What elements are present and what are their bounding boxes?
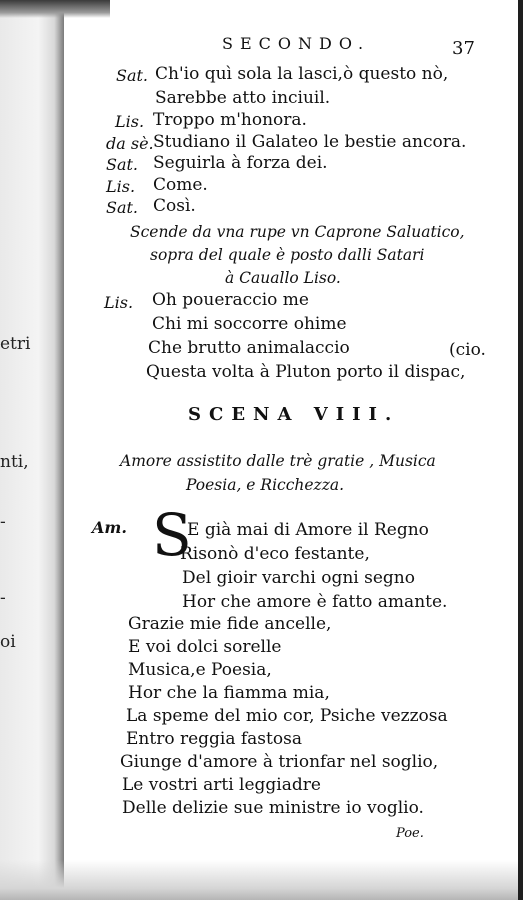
facing-page-fragment: etri (0, 334, 31, 354)
verse-line: Come. (153, 175, 208, 195)
verse-line: La speme del mio cor, Psiche vezzosa (126, 706, 448, 726)
speaker-label: Lis. (106, 177, 136, 196)
page-gutter (0, 0, 64, 900)
scan-shadow-bottom (0, 860, 523, 900)
verse-line: E voi dolci sorelle (128, 637, 282, 657)
facing-page-fragment: nti, (0, 452, 29, 472)
verse-line: Musica,e Poesia, (128, 660, 272, 680)
verse-line: Hor che la fiamma mia, (128, 683, 330, 703)
stage-direction-line: sopra del quale è posto dalli Satari (150, 246, 425, 264)
aside-label: da sè. (106, 134, 154, 153)
scene-heading: SCENA VIII. (188, 404, 400, 425)
stage-direction-line: à Cauallo Liso. (225, 269, 341, 287)
stage-direction-line: Scende da vna rupe vn Caprone Saluatico, (130, 223, 465, 241)
facing-page-fragment: - (0, 588, 6, 608)
verse-line: Sarebbe atto inciuil. (155, 88, 331, 108)
verse-line: Risonò d'eco festante, (180, 544, 370, 564)
verse-line: Così. (153, 196, 196, 216)
speaker-label: Sat. (116, 66, 149, 85)
verse-line: Del gioir varchi ogni segno (182, 568, 415, 588)
verse-line: Che brutto animalaccio (148, 338, 350, 358)
verse-line: Delle delizie sue ministre io voglio. (122, 798, 424, 818)
verse-line: Giunge d'amore à trionfar nel soglio, (120, 752, 439, 772)
verse-line: Seguirla à forza dei. (153, 153, 328, 173)
scene-direction-line: Poesia, e Ricchezza. (186, 476, 345, 494)
verse-line: Entro reggia fastosa (126, 729, 302, 749)
scan-edge-right (518, 0, 523, 900)
speaker-label: Sat. (106, 198, 139, 217)
facing-page-fragment: oi (0, 632, 16, 652)
speaker-label: Sat. (106, 155, 139, 174)
scan-shadow-top (0, 0, 110, 18)
speaker-label: Am. (92, 518, 127, 537)
verse-line: Chi mi soccorre ohime (152, 314, 347, 334)
verse-line: Grazie mie fide ancelle, (128, 614, 332, 634)
verse-line: Le vostri arti leggiadre (122, 775, 321, 795)
page-number: 37 (452, 38, 475, 59)
drop-capital: S (152, 501, 192, 569)
scene-direction-line: Amore assistito dalle trè gratie , Musica (120, 452, 436, 470)
verse-line: Troppo m'honora. (153, 110, 307, 130)
verse-line: Questa volta à Pluton porto il dispac, (146, 362, 466, 382)
verse-line: E già mai di Amore il Regno (187, 520, 429, 540)
speaker-label: Lis. (104, 293, 134, 312)
speaker-label: Lis. (115, 112, 145, 131)
verse-line: Ch'io quì sola la lasci,ò questo nò, (155, 64, 449, 84)
facing-page-fragment: - (0, 512, 6, 532)
verse-line: Studiano il Galateo le bestie ancora. (153, 132, 467, 152)
running-header: SECONDO. (222, 34, 371, 53)
verse-line: Oh poueraccio me (152, 290, 309, 310)
catchword: Poe. (396, 826, 424, 841)
verse-line: Hor che amore è fatto amante. (182, 592, 448, 612)
verse-overflow: (cio. (449, 340, 486, 360)
